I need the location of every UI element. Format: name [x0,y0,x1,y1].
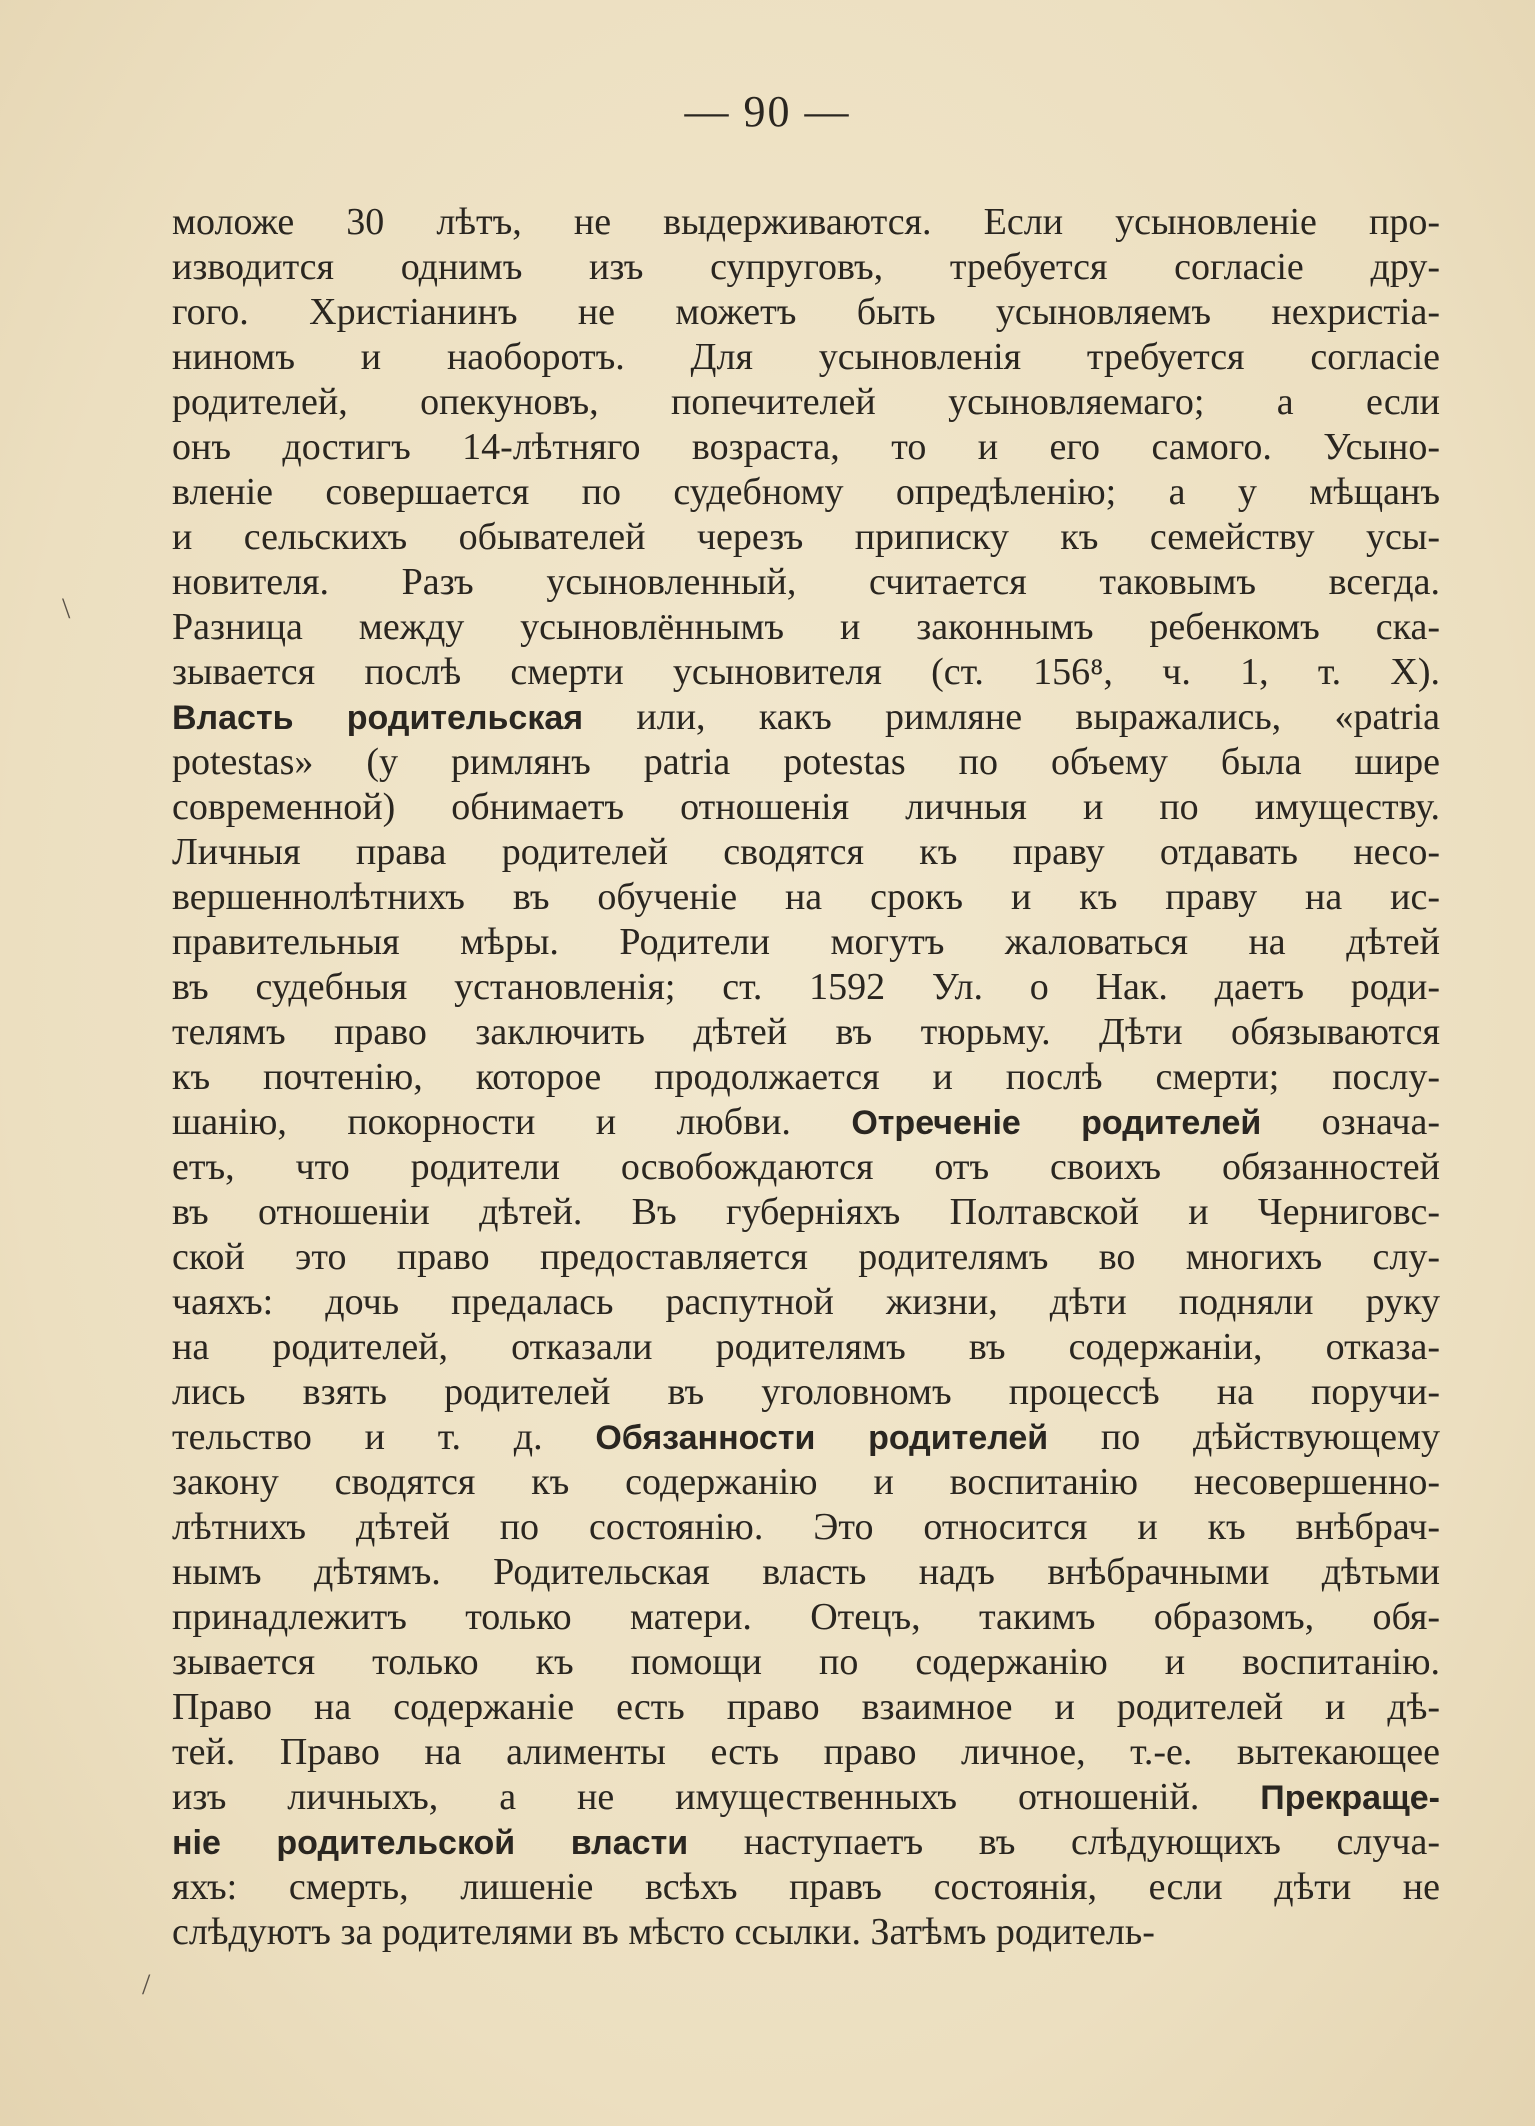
text-line [172,1775,1440,1820]
text-line [172,245,1440,290]
text-line [172,1865,1440,1910]
text-line [172,965,1440,1010]
text-line [172,1010,1440,1055]
text-line [172,1280,1440,1325]
text-line [172,875,1440,920]
text-segment: изъ личныхъ, а не имущественныхъ отношеній. [172,1776,1261,1818]
margin-pencil-mark: \ [62,592,71,625]
text-segment: Личныя права родителей сводятся къ праву отдавать несо- [172,831,1440,873]
bold-term: Прекраще- [1260,1779,1440,1817]
text-segment: моложе 30 лѣтъ, не выдерживаются. Если усыновленіе про- [172,201,1440,243]
margin-pencil-mark: / [142,1968,151,2001]
text-line [172,740,1440,785]
text-segment: изводится однимъ изъ супруговъ, требуется согласіе дру- [172,246,1440,288]
text-segment: правительныя мѣры. Родители могутъ жаловаться на дѣтей [172,921,1440,963]
text-segment: Разница между усыновлённымъ и законнымъ ребенкомъ ска- [172,606,1440,648]
text-segment: на родителей, отказали родителямъ въ содержаніи, отказа- [172,1326,1440,1368]
bold-term: Отреченіе родителей [851,1104,1262,1142]
text-line [172,830,1440,875]
text-line [172,515,1440,560]
text-segment: по дѣйствующему [1048,1416,1441,1458]
text-segment: означа- [1261,1101,1441,1143]
text-line [172,650,1440,695]
text-segment: слѣдуютъ за родителями въ мѣсто ссылки. Затѣмъ родитель- [172,1911,1155,1953]
text-line [172,1910,1440,1955]
text-line [172,560,1440,605]
text-line [172,1505,1440,1550]
text-line [172,1370,1440,1415]
text-line [172,1460,1440,1505]
text-segment: лѣтнихъ дѣтей по состоянію. Это относится и къ внѣбрач- [172,1506,1440,1548]
text-segment: онъ достигъ 14-лѣтняго возраста, то и его самого. Усыно- [172,426,1440,468]
text-segment: тей. Право на алименты есть право личное, т.-е. вытекающее [172,1731,1440,1773]
text-segment: ниномъ и наоборотъ. Для усыновленія требуется согласіе [172,336,1440,378]
text-line [172,1820,1440,1865]
text-line [172,1730,1440,1775]
text-line [172,1685,1440,1730]
text-segment: въ отношеніи дѣтей. Въ губерніяхъ Полтавской и Черниговс- [172,1191,1440,1233]
text-line [172,380,1440,425]
text-segment: принадлежитъ только матери. Отецъ, такимъ образомъ, обя- [172,1596,1440,1638]
text-segment: или, какъ римляне выражались, «patria [583,696,1440,738]
body-text [172,200,1440,1955]
text-segment: лись взять родителей въ уголовномъ процессѣ на поручи- [172,1371,1440,1413]
text-line [172,470,1440,515]
text-line [172,1100,1440,1145]
text-line [172,1190,1440,1235]
text-segment: нымъ дѣтямъ. Родительская власть надъ внѣбрачными дѣтьми [172,1551,1440,1593]
text-segment: современной) обнимаетъ отношенія личныя и по имуществу. [172,786,1440,828]
text-line [172,1595,1440,1640]
text-segment: зывается послѣ смерти усыновителя (ст. 156⁸, ч. 1, т. X). [172,651,1440,693]
text-line [172,1055,1440,1100]
text-line [172,200,1440,245]
page-number: — 90 — [684,87,851,136]
text-segment: вершеннолѣтнихъ въ обученіе на срокъ и къ праву на ис- [172,876,1440,918]
text-segment: наступаетъ въ слѣдующихъ случа- [688,1821,1440,1863]
text-line [172,1145,1440,1190]
text-line [172,290,1440,335]
text-line [172,785,1440,830]
bold-term: ніе родительской власти [172,1824,689,1862]
text-segment: новителя. Разъ усыновленный, считается таковымъ всегда. [172,561,1440,603]
text-segment: закону сводятся къ содержанію и воспитанію несовершенно- [172,1461,1440,1503]
bold-term: Обязанности родителей [595,1419,1049,1457]
text-segment: къ почтенію, которое продолжается и послѣ смерти; послу- [172,1056,1440,1098]
text-line [172,1415,1440,1460]
text-segment: яхъ: смерть, лишеніе всѣхъ правъ состоянія, если дѣти не [172,1866,1440,1908]
text-segment: зывается только къ помощи по содержанію и воспитанію. [172,1641,1440,1683]
bold-term: Власть родительская [172,699,584,737]
text-segment: чаяхъ: дочь предалась распутной жизни, дѣти подняли руку [172,1281,1440,1323]
text-segment: Право на содержаніе есть право взаимное и родителей и дѣ- [172,1686,1440,1728]
text-line [172,1640,1440,1685]
text-line [172,1325,1440,1370]
text-line [172,335,1440,380]
text-line [172,1550,1440,1595]
text-segment: телямъ право заключить дѣтей въ тюрьму. Дѣти обязываются [172,1011,1440,1053]
text-segment: гого. Христіанинъ не можетъ быть усыновляемъ нехристіа- [172,291,1440,333]
text-segment: вленіе совершается по судебному опредѣленію; а у мѣщанъ [172,471,1440,513]
text-line [172,920,1440,965]
text-segment: родителей, опекуновъ, попечителей усыновляемаго; а если [172,381,1440,423]
text-segment: шанію, покорности и любви. [172,1101,852,1143]
text-segment: ской это право предоставляется родителямъ во многихъ слу- [172,1236,1440,1278]
text-segment: и сельскихъ обывателей черезъ приписку къ семейству усы- [172,516,1440,558]
text-segment: тельство и т. д. [172,1416,596,1458]
text-segment: етъ, что родители освобождаются отъ своихъ обязанностей [172,1146,1440,1188]
text-line [172,1235,1440,1280]
text-segment: potestas» (у римлянъ patria potestas по объему была шире [172,741,1440,783]
text-line [172,425,1440,470]
text-line [172,695,1440,740]
text-segment: въ судебныя установленія; ст. 1592 Ул. о Нак. даетъ роди- [172,966,1440,1008]
text-line [172,605,1440,650]
